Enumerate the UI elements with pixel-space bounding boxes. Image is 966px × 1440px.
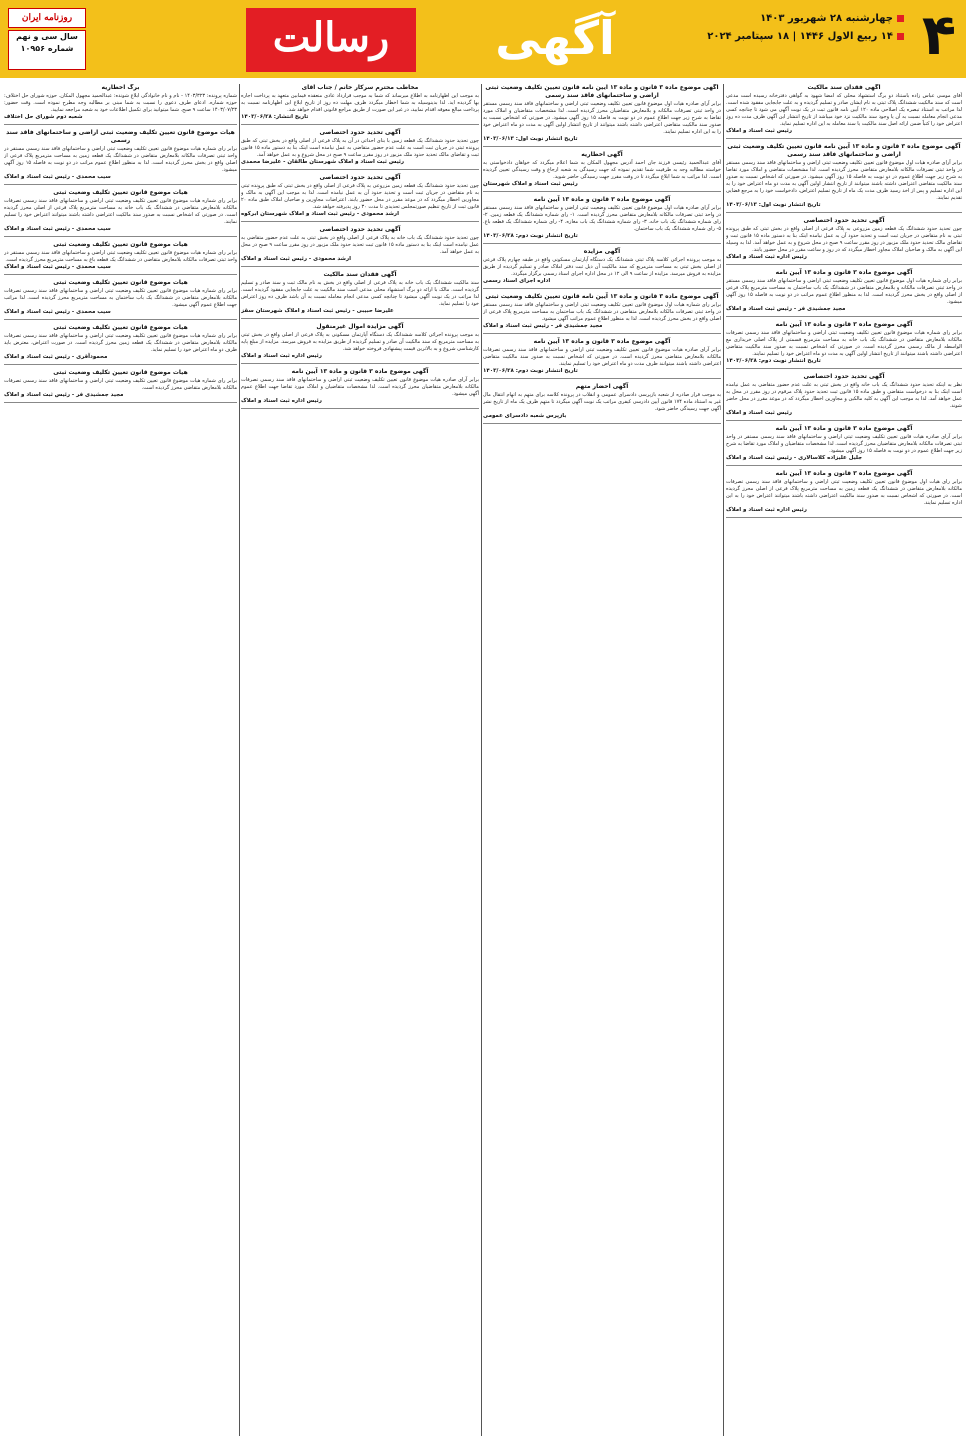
ad-body: به موجب پرونده اجرائی کلاسه پلاک ثبتی ششدانگ یک دستگاه آپارتمان مسکونی واقع در طبقه چهارم پلاک فرعی از اصلی بخش ثبتی به مساحت مترمربع که سند مالکیت آن ذیل ثبت دفتر املاک صادر و تسلیم گردیده از طریق مزایده به فروش میرسد. مزایده از ساعت ۹ الی ۱۲ در محل اداره اجرای اسناد رسمی برگزار میگردد. — [483, 257, 721, 277]
ad-separator — [483, 146, 721, 147]
ad-block — [726, 217, 962, 265]
ad-title: آگهی تحدید حدود اختصاصی — [803, 217, 885, 224]
ad-separator — [483, 191, 721, 192]
logo-text: رسالت — [272, 14, 390, 61]
ad-body: چون تحدید حدود ششدانگ یک قطعه زمین مزروعی به پلاک فرعی از اصلی واقع در بخش ثبتی که طبق پرونده ثبتی به نام متقاضی در جریان ثبت است و تحدید حدود آن به عمل نیامده اینک بنا به دستور ماده ۱۵ قانون ثبت و تقاضای مالک تحدید حدود ملک مزبور در روز مقرر ساعت ۹ صبح در محل شروع و به عمل خواهد آمد. لذا به وسیله این آگهی به مالک و صاحبان املاک مجاور اخطار میگردد که در روز و ساعت مقرر در محل حضور یابند. — [726, 226, 962, 253]
ad-title: آگهی موضوع ماده ۳ قانون و ماده ۱۳ آیین نامه قانون تعیین تکلیف وضعیت ثبتی اراضی و ساختمانهای فاقد سند رسمی — [485, 84, 719, 99]
column-divider — [723, 84, 724, 1436]
ad-title: آگهی فقدان سند مالکیت — [323, 271, 397, 278]
ad-body: برابر رای شماره هیات موضوع قانون تعیین تکلیف وضعیت ثبتی اراضی و ساختمانهای فاقد سند رسمی تصرفات مالکانه بلامعارض متقاضی در ششدانگ یک باب خانه به مساحت مترمربع پلاک فرعی از اصلی محرز گردیده است. در صورتی که اشخاص نسبت به صدور سند مالکیت اعتراضی داشته باشند میتوانند اعتراض خود را تسلیم نمایند. — [4, 198, 237, 225]
ad-block — [4, 189, 237, 237]
column-3 — [241, 84, 479, 1436]
column-4 — [4, 84, 237, 1436]
ad-title: آگهی تحدید حدود اختصاصی — [319, 129, 401, 136]
ad-body: چون تحدید حدود ششدانگ یک باب خانه به پلاک فرعی از اصلی واقع در بخش ثبتی به علت عدم حضور متقاضی به عمل نیامده است اینک بنا به دستور ماده ۱۵ قانون ثبت تحدید حدود ملک مزبور در روز مقرر ساعت ۹ صبح در محل به عمل خواهد آمد. — [241, 235, 479, 255]
column-divider — [239, 84, 240, 1436]
issue-year: سال سی و نهم — [16, 32, 78, 41]
ad-signature: مجید جمشیدی فر - رئیس ثبت اسناد و املاک — [726, 306, 846, 312]
ad-block — [241, 368, 479, 409]
ad-signature: جلیل علیزاده کلاسالاری - رئیس ثبت اسناد و املاک — [726, 455, 863, 461]
ad-title: هیات موضوع قانون تعیین تکلیف وضعیت ثبتی — [53, 369, 188, 376]
bullet-icon — [897, 33, 904, 40]
ad-title: آگهی موضوع ماده ۳ قانون و ماده ۱۳ آیین نامه — [775, 321, 913, 328]
ad-signature: تاریخ انتشار نوبت اول: ۱۴۰۳/۰۶/۱۳ — [483, 136, 578, 142]
bullet-icon — [897, 15, 904, 22]
ad-title: آگهی تحدید حدود اختصاصی — [319, 174, 401, 181]
ad-block — [726, 143, 962, 213]
ad-block — [726, 321, 962, 369]
ad-title: آگهی موضوع ماده ۳ قانون و ماده ۱۳ آیین نامه — [775, 425, 913, 432]
ad-block — [241, 129, 479, 170]
ad-body: به موجب قرار صادره از شعبه بازپرسی دادسرای عمومی و انقلاب در پرونده کلاسه برای متهم به اتهام انتقال مال غیر به استناد ماده ۱۷۴ قانون آیین دادرسی کیفری مراتب یک نوبت آگهی میگردد تا متهم ظرف یک ماه از تاریخ نشر آگهی جهت رسیدگی حاضر شود. — [483, 392, 721, 412]
column-1 — [726, 84, 962, 1436]
ad-title: آگهی موضوع ماده ۳ قانون و ماده ۱۳ آیین نامه — [775, 269, 913, 276]
ad-separator — [726, 138, 962, 139]
ad-signature: سیب محمدی - رئیس ثبت اسناد و املاک — [4, 226, 111, 232]
issue-box — [8, 30, 86, 70]
ad-signature: سیب محمدی - رئیس ثبت اسناد و املاک — [4, 174, 111, 180]
date-hijri-gregorian: ۱۴ ربیع الاول ۱۴۴۶ | ۱۸ سپتامبر ۲۰۲۴ — [707, 31, 893, 42]
ad-separator — [241, 221, 479, 222]
ad-separator — [241, 318, 479, 319]
column-divider — [481, 84, 482, 1436]
ad-title: آگهی احضار متهم — [575, 383, 629, 390]
ad-block — [483, 338, 721, 379]
ad-separator — [483, 378, 721, 379]
ad-body: شماره پرونده: ۱۴۰۳/۳۲۳ - نام و نام خانوادگی ابلاغ شونده: عبدالحمید مجهول المکان. حوزه شورای حل اختلاف: حوزه شماره. ادعای طرف دعوی را نسبت به شما مبنی بر مطالبه وجه مطرح نموده است. وقت حضور: ۱۴۰۳/۰۷/۲۳ ساعت ۹ صبح. شما میتوانید برای تکمیل اطلاعات خود به شعبه مراجعه نمایید. — [4, 93, 237, 113]
ad-block — [483, 383, 721, 424]
ad-separator — [4, 319, 237, 320]
newspaper-logo — [246, 8, 416, 72]
ad-block — [483, 84, 721, 147]
ad-signature: ارشد محمودی - رئیس ثبت اسناد و املاک شهرستان ابرکوه — [241, 211, 399, 217]
ad-block — [241, 226, 479, 267]
ad-body: برابر رای شماره هیات موضوع قانون تعیین تکلیف وضعیت ثبتی اراضی و ساختمانهای فاقد سند رسمی تصرفات مالکانه بلامعارض متقاضی در ششدانگ یک باب خانه به مساحت مترمربع قسمتی از پلاک اصلی خریداری مع الواسطه از مالک رسمی محرز گردیده است. در صورتی که اشخاص نسبت به صدور سند مالکیت متقاضی اعتراضی داشته باشند میتوانند از تاریخ انتشار اولین آگهی به مدت دو ماه اعتراض خود را تسلیم نمایند. — [726, 330, 962, 357]
ad-separator — [726, 264, 962, 265]
ad-signature: سیب محمدی - رئیس ثبت اسناد و املاک — [4, 264, 111, 270]
ad-block — [4, 129, 237, 185]
ad-block — [726, 373, 962, 421]
ad-title: هیات موضوع قانون تعیین تکلیف وضعیت ثبتی اراضی و ساختمانهای فاقد سند رسمی — [6, 129, 235, 144]
ad-title: آگهی تحدید حدود اختصاصی — [319, 226, 401, 233]
column-2 — [483, 84, 721, 1436]
ad-block — [4, 369, 237, 403]
ad-title: هیات موضوع قانون تعیین تکلیف وضعیت ثبتی — [53, 279, 188, 286]
ad-title: آگهی موضوع ماده ۳ قانون و ماده ۱۳ آیین نامه — [291, 368, 429, 375]
ad-body: آقای عبدالحمید رئیسی فرزند جان احمد آدرس مجهول المکان به شما اعلام میگردد که خواهان دادخواستی به خواسته مطالبه وجه به طرفیت شما تقدیم نموده که جهت رسیدگی به شعبه ارجاع و وقت رسیدگی تعیین گردیده است. لذا مراتب به شما ابلاغ میگردد تا در وقت مقرر جهت رسیدگی حاضر شوید. — [483, 160, 721, 180]
ad-body: برابر آرای صادره هیات موضوع قانون تعیین تکلیف وضعیت ثبتی اراضی و ساختمانهای فاقد سند رسمی تصرفات مالکانه بلامعارض متقاضیان محرز گردیده است. لذا مشخصات متقاضیان و املاک مورد تقاضا جهت اطلاع عموم آگهی میشود. — [241, 377, 479, 397]
ad-body: برابر رای شماره هیات اول موضوع قانون تعیین تکلیف وضعیت ثبتی اراضی و ساختمانهای فاقد سند رسمی مستقر در واحد ثبتی تصرفات مالکانه و بلامعارض متقاضی در ششدانگ یک باب ساختمان به مساحت مترمربع پلاک فرعی از اصلی واقع در بخش محرز گردیده است. لذا به منظور اطلاع عموم مراتب در دو نوبت به فاصله ۱۵ روز آگهی میشود. — [726, 278, 962, 305]
ad-title: آگهی اخطاریه — [581, 151, 623, 158]
ad-signature: تاریخ انتشار نوبت دوم: ۱۴۰۳/۰۶/۲۸ — [483, 233, 578, 239]
ad-block — [241, 174, 479, 222]
ad-separator — [726, 517, 962, 518]
page-number: ۴ — [921, 3, 956, 68]
ad-title: آگهی تحدید حدود اختصاصی — [803, 373, 885, 380]
ad-block — [241, 84, 479, 125]
ad-block — [726, 425, 962, 466]
ad-body: به موجب پرونده اجرائی کلاسه ششدانگ یک دستگاه آپارتمان مسکونی به پلاک فرعی از اصلی واقع در بخش ثبتی به مساحت مترمربع که سند مالکیت آن صادر و تسلیم گردیده از طریق مزایده به فروش میرسد. مزایده از مبلغ پایه کارشناسی شروع و به بالاترین قیمت پیشنهادی فروخته خواهد شد. — [241, 332, 479, 352]
ad-block — [4, 241, 237, 275]
ad-block — [483, 151, 721, 192]
ad-body: برابر آرای صادره هیات اول موضوع قانون تعیین تکلیف وضعیت ثبتی اراضی و ساختمانهای فاقد سند رسمی مستقر در واحد ثبتی تصرفات مالکانه بلامعارض متقاضی محرز گردیده است. لذا مشخصات متقاضی و املاک مورد تقاضا به شرح زیر جهت اطلاع عموم در دو نوبت به فاصله ۱۵ روز آگهی میشود. در صورتی که اشخاص نسبت به صدور سند مالکیت متقاضی اعتراضی داشته باشند میتوانند از تاریخ انتشار اولین آگهی به مدت دو ماه اعتراض خود را به این اداره تسلیم و پس از اخذ رسید ظرف مدت یک ماه از تاریخ تسلیم اعتراض، دادخواست خود را به مرجع قضایی تقدیم نمایند. — [726, 160, 962, 201]
ad-body: آقای موسی عباس زاده باستناد دو برگ استشهاد محلی که امضا شهود به گواهی دفترخانه رسیده است مدعی است که سند مالکیت ششدانگ پلاک ثبتی به نام ایشان صادر و تسلیم گردیده و به علت جابجایی مفقود شده است. لذا مراتب به استناد تبصره یک اصلاحی ماده ۱۲۰ آیین نامه قانون ثبت در یک نوبت آگهی می شود تا چنانچه کسی مدعی انجام معامله نسبت به آن یا وجود سند مالکیت نزد خود میباشد از تاریخ انتشار این آگهی ظرف مدت ده روز اعتراض خود را کتباً ضمن ارائه اصل سند مالکیت یا سند معامله به این اداره تسلیم نماید. — [726, 93, 962, 127]
page-header — [0, 0, 966, 84]
ad-title: آگهی موضوع ماده ۳ قانون و ماده ۱۳ آیین نامه — [533, 338, 671, 345]
ad-separator — [483, 288, 721, 289]
ad-signature: رئیس اداره ثبت اسناد و املاک — [726, 507, 807, 513]
ad-separator — [726, 465, 962, 466]
ad-separator — [4, 124, 237, 125]
ad-block — [726, 269, 962, 317]
ad-columns — [0, 84, 966, 1440]
ad-signature: تاریخ انتشار نوبت دوم: ۱۴۰۳/۰۶/۲۸ — [726, 358, 821, 364]
ad-signature: علیرضا حبیبی - رئیس ثبت اسناد و املاک شهرستان سقز — [241, 308, 394, 314]
ad-title: آگهی مزایده اموال غیرمنقول — [316, 323, 404, 330]
ad-block — [4, 324, 237, 365]
ad-separator — [241, 408, 479, 409]
ad-signature: ارشد محمودی - رئیس ثبت اسناد و املاک — [241, 256, 352, 262]
ad-separator — [483, 423, 721, 424]
section-title: آگهی — [495, 11, 615, 65]
ad-title: برگ اخطاریه — [101, 84, 140, 91]
ad-signature: رئیس اداره ثبت اسناد و املاک — [241, 398, 322, 404]
ad-signature: بازپرس شعبه دادسرای عمومی — [483, 413, 567, 419]
ad-separator — [726, 368, 962, 369]
ad-title: مخاطب محترم سرکار خانم / جناب آقای — [301, 84, 419, 91]
ad-block — [4, 279, 237, 320]
ad-body: برابر آرای صادره هیات اول موضوع قانون تعیین تکلیف وضعیت ثبتی اراضی و ساختمانهای فاقد سند رسمی مستقر در واحد ثبتی تصرفات مالکانه بلامعارض متقاضی محرز گردیده است. ۱- رای شماره ششدانگ یک قطعه زمین. ۲- رای شماره ششدانگ یک باب خانه. ۳- رای شماره ششدانگ یک باب مغازه. ۴- رای شماره ششدانگ یک قطعه باغ. ۵- رای شماره ششدانگ یک باب ساختمان. — [483, 205, 721, 232]
ad-separator — [241, 266, 479, 267]
ad-body: برابر رای شماره هیات موضوع قانون تعیین تکلیف وضعیت ثبتی اراضی و ساختمانهای فاقد سند رسمی تصرفات مالکانه بلامعارض متقاضی در ششدانگ یک باب ساختمان به مساحت مترمربع محرز گردیده است. لذا مراتب جهت اطلاع عموم آگهی میشود. — [4, 288, 237, 308]
ad-signature: مجید جمشیدی فر - رئیس ثبت اسناد و املاک — [483, 323, 603, 329]
ad-body: نظر به اینکه تحدید حدود ششدانگ یک باب خانه واقع در بخش ثبتی به علت عدم حضور متقاضی به عمل نیامده است اینک بنا به درخواست متقاضی و طبق ماده ۱۵ قانون ثبت تحدید حدود پلاک مرقوم در روز مقرر در محل به عمل خواهد آمد. لذا به موجب این آگهی به کلیه مالکین و مجاورین اخطار میگردد که در موعد مقرر در محل حاضر شوند. — [726, 382, 962, 409]
ad-title: هیات موضوع قانون تعیین تکلیف وضعیت ثبتی — [53, 241, 188, 248]
date-box — [707, 10, 904, 46]
ad-body: برابر رای شماره هیات موضوع قانون تعیین تکلیف وضعیت ثبتی اراضی و ساختمانهای فاقد سند رسمی تصرفات مالکانه بلامعارض متقاضی در ششدانگ یک قطعه زمین محرز گردیده است. در صورت اعتراض، معترض باید ظرف دو ماه اعتراض خود را تسلیم نماید. — [4, 333, 237, 353]
ad-separator — [4, 184, 237, 185]
ad-separator — [241, 169, 479, 170]
ad-title: آگهی فقدان سند مالکیت — [807, 84, 881, 91]
ad-signature: رئیس اداره ثبت اسناد و املاک — [726, 254, 807, 260]
ad-body: سند مالکیت ششدانگ یک باب خانه به پلاک فرعی از اصلی واقع در بخش به نام مالک ثبت و سند صادر و تسلیم گردیده است. مالک با ارائه دو برگ استشهاد محلی مدعی است سند مالکیت به علت جابجایی مفقود گردیده است. لذا مراتب در یک نوبت آگهی میشود تا چنانچه کسی مدعی انجام معامله نسبت به آن باشد ظرف ده روز اعتراض خود را تسلیم نماید. — [241, 280, 479, 307]
ad-block — [483, 293, 721, 334]
ad-signature: تاریخ انتشار نوبت اول: ۱۴۰۳/۰۶/۱۳ — [726, 202, 821, 208]
ad-body: برابر رای هیات اول موضوع قانون تعیین تکلیف وضعیت ثبتی اراضی و ساختمانهای فاقد سند رسمی تصرفات مالکانه بلامعارض متقاضی در ششدانگ یک قطعه زمین به مساحت مترمربع پلاک فرعی از اصلی محرز گردیده است. در صورتی که اشخاص نسبت به صدور سند مالکیت اعتراضی داشته باشند میتوانند اعتراض خود را به این اداره تسلیم نمایند. — [726, 479, 962, 506]
ad-separator — [4, 402, 237, 403]
ad-separator — [726, 316, 962, 317]
ad-body: چون تحدید حدود ششدانگ یک قطعه زمین با بنای احداثی در آن به پلاک فرعی از اصلی واقع در بخش ثبتی که طبق پرونده ثبتی در جریان ثبت است به علت عدم حضور متقاضی به عمل نیامده است اینک بنا به دستور ماده ۱۵ قانون ثبت و تقاضای مالک تحدید حدود ملک مزبور در روز مقرر ساعت ۹ صبح در محل شروع و به عمل خواهد آمد. — [241, 138, 479, 158]
ad-body: برابر آرای صادره هیات قانون تعیین تکلیف وضعیت ثبتی اراضی و ساختمانهای فاقد سند رسمی مستقر در واحد ثبتی تصرفات مالکانه بلامعارض متقاضیان محرز گردیده است. لذا مشخصات متقاضیان و املاک مورد تقاضا به شرح زیر جهت اطلاع عموم در دو نوبت به فاصله ۱۵ روز آگهی میشود. — [726, 434, 962, 454]
ad-title: آگهی موضوع ماده ۳ قانون و ماده ۱۳ آیین نامه — [533, 196, 671, 203]
ad-separator — [4, 364, 237, 365]
ad-signature: محمودآقری - رئیس ثبت اسناد و املاک — [4, 354, 108, 360]
issue-number: شماره ۱۰۹۵۶ — [20, 44, 74, 53]
ad-body: به موجب این اظهارنامه به اطلاع میرساند که شما به موجب قرارداد عادی منعقده فیمابین متعهد به پرداخت اجاره بها گردیده اید. لذا بدینوسیله به شما اخطار میگردد ظرف مهلت ده روز از تاریخ ابلاغ این اظهارنامه نسبت به پرداخت مبالغ معوقه اقدام نمایید، در غیر این صورت از طریق مراجع قانونی اقدام خواهد شد. — [241, 93, 479, 113]
ad-block — [483, 196, 721, 244]
ad-body: برابر رای شماره هیات اول موضوع قانون تعیین تکلیف وضعیت ثبتی اراضی و ساختمانهای فاقد سند رسمی مستقر در واحد ثبتی تصرفات مالکانه بلامعارض متقاضی در ششدانگ یک باب ساختمان به مساحت مترمربع پلاک فرعی از اصلی واقع در بخش محرز گردیده است. لذا به منظور اطلاع عموم مراتب آگهی میشود. — [483, 302, 721, 322]
ad-body: چون تحدید حدود ششدانگ یک قطعه زمین مزروعی به پلاک فرعی از اصلی واقع در بخش ثبتی که طبق پرونده ثبتی به نام متقاضی در جریان ثبت است و تحدید حدود آن به عمل نیامده است. لذا به موجب این آگهی به مالک و مجاورین اخطار میگردد که در موعد مقرر در محل حضور یابند. اعتراضات مجاورین و صاحبان املاک طبق ماده ۲۰ قانون ثبت از تاریخ تنظیم صورتمجلس تحدیدی تا مدت ۳۰ روز پذیرفته خواهد شد. — [241, 183, 479, 210]
ad-block — [241, 271, 479, 319]
ad-title: آگهی موضوع ماده ۳ قانون و ماده ۱۳ آیین نامه قانون تعیین تکلیف وضعیت ثبتی اراضی و ساختمانهای فاقد سند رسمی — [727, 143, 961, 158]
ad-signature: تاریخ انتشار: ۱۴۰۳/۰۶/۲۸ — [241, 114, 309, 120]
ad-separator — [483, 243, 721, 244]
ad-block — [483, 248, 721, 289]
ad-signature: اداره اجرای اسناد رسمی — [483, 278, 551, 284]
ad-separator — [483, 333, 721, 334]
ad-signature: تاریخ انتشار نوبت دوم: ۱۴۰۳/۰۶/۲۸ — [483, 368, 578, 374]
ad-signature: رئیس ثبت اسناد و املاک شهرستان طالقان - علیرضا محمدی — [241, 159, 405, 165]
ad-signature: رئیس ثبت اسناد و املاک — [726, 128, 792, 134]
ad-block — [4, 84, 237, 125]
ad-signature: شعبه دوم شورای حل اختلاف — [4, 114, 83, 120]
ad-body: برابر رای شماره هیات موضوع قانون تعیین تکلیف وضعیت ثبتی اراضی و ساختمانهای فاقد سند رسمی مستقر در واحد ثبتی تصرفات مالکانه بلامعارض متقاضی در ششدانگ یک قطعه زمین به مساحت مترمربع پلاک فرعی از اصلی واقع در بخش محرز گردیده است. لذا به منظور اطلاع عموم مراتب در دو نوبت به فاصله ۱۵ روز آگهی میشود. — [4, 146, 237, 173]
ad-body: برابر رای شماره هیات موضوع قانون تعیین تکلیف وضعیت ثبتی اراضی و ساختمانهای فاقد سند رسمی تصرفات مالکانه بلامعارض متقاضی محرز گردیده است. — [4, 378, 237, 391]
ad-body: برابر آرای صادره هیات اول موضوع قانون تعیین تکلیف وضعیت ثبتی اراضی و ساختمانهای فاقد سند رسمی مستقر در واحد ثبتی تصرفات مالکانه و بلامعارض متقاضیان محرز گردیده است. لذا مشخصات متقاضیان و املاک مورد تقاضا به شرح زیر جهت اطلاع عموم در دو نوبت به فاصله ۱۵ روز آگهی میشود. در صورتی که اشخاص نسبت به صدور سند مالکیت متقاضی اعتراضی داشته باشند میتوانند از تاریخ انتشار اولین آگهی به مدت دو ماه اعتراض خود را به این اداره تسلیم نمایند. — [483, 101, 721, 135]
ad-separator — [726, 212, 962, 213]
ad-separator — [241, 363, 479, 364]
ad-signature: رئیس اداره ثبت اسناد و املاک — [241, 353, 322, 359]
ad-signature: سیب محمدی - رئیس ثبت اسناد و املاک — [4, 309, 111, 315]
ad-title: آگهی موضوع ماده ۳ قانون و ماده ۱۳ آیین نامه قانون تعیین تکلیف وضعیت ثبتی — [485, 293, 719, 300]
badge: روزنامه ایران — [8, 8, 86, 28]
ad-block — [726, 470, 962, 518]
ad-separator — [4, 236, 237, 237]
date-persian: چهارشنبه ۲۸ شهریور ۱۴۰۳ — [760, 13, 893, 24]
ad-title: هیات موضوع قانون تعیین تکلیف وضعیت ثبتی — [53, 189, 188, 196]
ad-separator — [4, 274, 237, 275]
ad-body: برابر آرای صادره هیات موضوع قانون تعیین تکلیف وضعیت ثبتی اراضی و ساختمانهای فاقد سند رسمی تصرفات مالکانه بلامعارض متقاضی محرز گردیده است. در صورتی که اشخاص نسبت به صدور سند مالکیت متقاضی اعتراضی داشته باشند میتوانند ظرف مدت دو ماه اعتراض خود را تسلیم نمایند. — [483, 347, 721, 367]
ad-separator — [241, 124, 479, 125]
ad-block — [726, 84, 962, 139]
ad-body: برابر رای شماره هیات موضوع قانون تعیین تکلیف وضعیت ثبتی اراضی و ساختمانهای فاقد سند رسمی مستقر در واحد ثبتی تصرفات مالکانه بلامعارض متقاضی در ششدانگ یک قطعه باغ به مساحت مترمربع محرز گردیده است. — [4, 250, 237, 263]
ad-signature: مجید جمشیدی فر - رئیس ثبت اسناد و املاک — [4, 392, 124, 398]
ad-signature: رئیس ثبت اسناد و املاک شهرستان — [483, 181, 578, 187]
ad-signature: رئیس ثبت اسناد و املاک — [726, 410, 792, 416]
ad-block — [241, 323, 479, 364]
ad-separator — [726, 420, 962, 421]
ad-title: هیات موضوع قانون تعیین تکلیف وضعیت ثبتی — [53, 324, 188, 331]
ad-title: آگهی موضوع ماده ۳ قانون و ماده ۱۳ آیین نامه — [775, 470, 913, 477]
ad-title: آگهی مزایده — [583, 248, 621, 255]
